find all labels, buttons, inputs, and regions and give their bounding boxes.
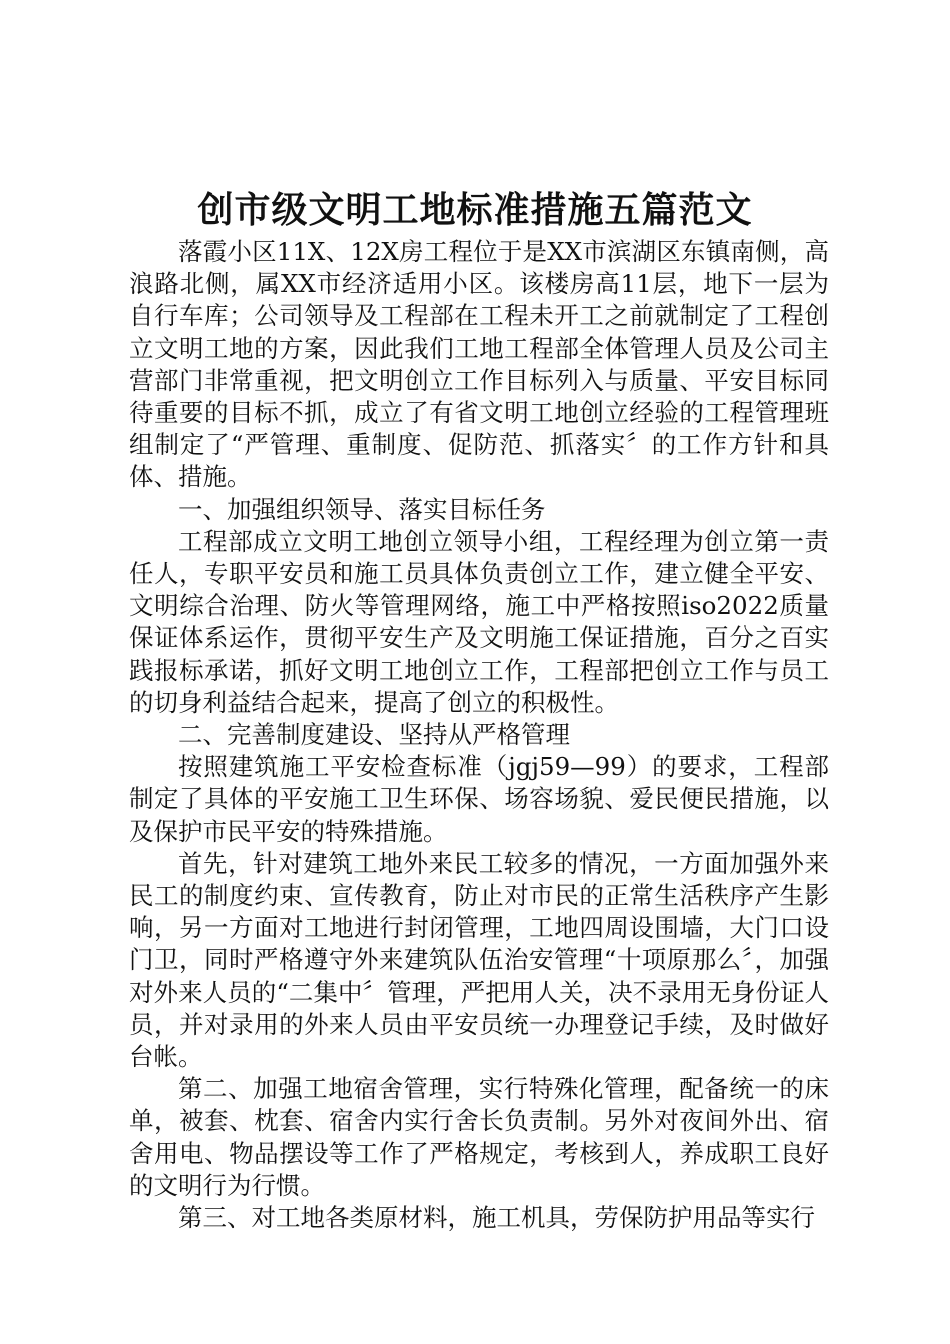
paragraph-section-1: 工程部成立文明工地创立领导小组，工程经理为创立第一责任人，专职平安员和施工员具体负责创立工作，建立健全平安、文明综合治理、防火等管理网络，施工中严格按照iso2022质量保证体系运作，贯彻平安生产及文明施工保证措施，百分之百实践报标承诺，抓好文明工地创立工作，工程部把创立工作与员工的切身利益结合起来，提高了创立的积极性。 [129,526,829,717]
section-heading-1: 一、加强组织领导、落实目标任务 [178,494,546,524]
paragraph-second-measure: 第二、加强工地宿舍管理，实行特殊化管理，配备统一的床单，被套、枕套、宿舍内实行舍长负责制。另外对夜间外出、宿舍用电、物品摆设等工作了严格规定，考核到人，养成职工良好的文明行为行惯。 [129,1074,829,1200]
paragraph-intro: 落霞小区11X、12X房工程位于是XX市滨湖区东镇南侧，高浪路北侧，属XX市经济适用小区。该楼房高11层，地下一层为自行车库；公司领导及工程部在工程未开工之前就制定了工程创立文明工地的方案，因此我们工地工程部全体管理人员及公司主营部门非常重视，把文明创立工作目标列入与质量、平安目标同待重要的目标不抓，成立了有省文明工地创立经验的工程管理班组制定了“严管理、重制度、促防范、抓落实〞的工作方针和具体、措施。 [129,237,829,492]
section-heading-2: 二、完善制度建设、坚持从严格管理 [178,720,570,750]
document-body [129,236,829,1234]
paragraph-section-2: 按照建筑施工平安检查标准（jgj59—99）的要求，工程部制定了具体的平安施工卫生环保、场容场貌、爱民便民措施，以及保护市民平安的特殊措施。 [129,752,829,846]
document-title: 创市级文明工地标准措施五篇范文 [197,189,753,231]
paragraph-first-measure: 首先，针对建筑工地外来民工较多的情况，一方面加强外来民工的制度约束、宣传教育，防止对市民的正常生活秩序产生影响，另一方面对工地进行封闭管理，工地四周设围墙，大门口设门卫，同时严格遵守外来建筑队伍治安管理“十项原那么〞，加强对外来人员的“二集中〞管理，严把用人关，决不录用无身份证人员，并对录用的外来人员由平安员统一办理登记手续，及时做好台帐。 [129,848,829,1072]
paragraph-third-measure: 第三、对工地各类原材料，施工机具，劳保防护用品等实行 [178,1203,815,1233]
